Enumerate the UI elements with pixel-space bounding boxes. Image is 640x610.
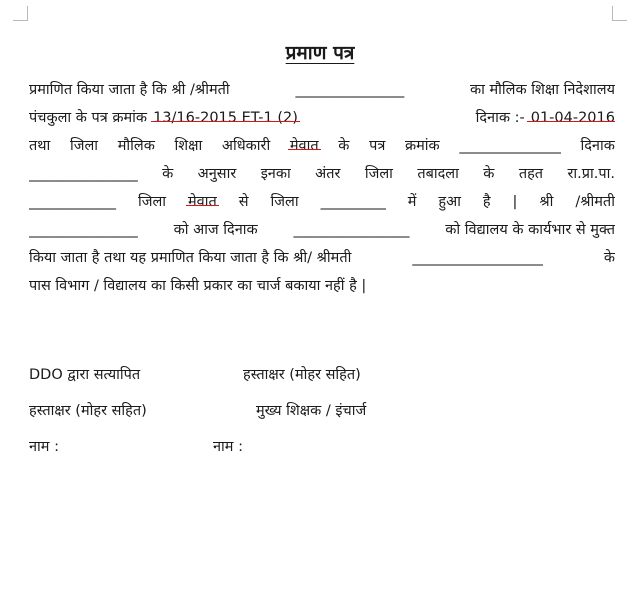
head-incharge-label: मुख्य शिक्षक / इंचार्ज (256, 403, 367, 419)
text-segment: के (338, 138, 350, 154)
text-segment: को विद्यालय के कार्यभार से मुक्त (445, 222, 615, 238)
certificate-paragraph (29, 78, 615, 302)
text-segment: श्री (539, 194, 554, 210)
text-segment: में (407, 194, 417, 210)
paragraph-line-1 (29, 78, 615, 106)
blank-field: __________________ (412, 250, 543, 266)
blank-field: _________ (320, 194, 386, 210)
text-segment: से (238, 194, 249, 210)
text-segment: पत्र (369, 138, 386, 154)
paragraph-line-5 (29, 190, 615, 218)
text-segment: पास विभाग / विद्यालय का किसी प्रकार का चार्ज बकाया नहीं है | (29, 278, 367, 294)
text-segment: इनका (260, 166, 291, 182)
text-segment: प्रमाणित किया जाता है कि श्री /श्रीमती (29, 82, 230, 98)
struck-district-name: मेवात (188, 190, 217, 218)
text-segment: तहत (518, 166, 544, 182)
blank-field: _______________ (29, 166, 138, 182)
text-segment: के (603, 250, 615, 266)
paragraph-line-8 (29, 274, 615, 302)
text-segment: मौलिक (117, 138, 155, 154)
text-segment: किया जाता है तथा यह प्रमाणित किया जाता है कि श्री/ श्रीमती (29, 250, 352, 266)
text-segment: हुआ (438, 194, 461, 210)
blank-field: _______________ (295, 82, 405, 98)
text-segment: तथा (29, 138, 51, 154)
text-segment: पंचकुला के पत्र क्रमांक (29, 110, 148, 126)
text-segment: क्रमांक (404, 138, 440, 154)
struck-letter-number: 13/16-2015 ET-1 (2) (153, 106, 298, 134)
name-label-left: नाम : (29, 439, 59, 455)
blank-field: ________________ (293, 222, 410, 238)
text-segment: अंतर (315, 166, 341, 182)
margin-corner-mark-right (612, 6, 627, 21)
paragraph-line-2 (29, 106, 615, 134)
paragraph-line-6 (29, 218, 615, 246)
text-segment: जिला (270, 194, 299, 210)
name-label-right: नाम : (213, 439, 243, 455)
paragraph-line-3 (29, 134, 615, 162)
date-label: दिनाक :- (475, 110, 525, 126)
margin-corner-mark-left (13, 6, 28, 21)
text-segment: के (162, 166, 174, 182)
text-segment: है (482, 194, 491, 210)
text-segment: अनुसार (197, 166, 237, 182)
text-segment: | (512, 194, 518, 210)
text-segment: अधिकारी (221, 138, 271, 154)
title-text: प्रमाण पत्र (285, 42, 355, 64)
text-segment: शिक्षा (174, 138, 203, 154)
text-segment: तबादला (417, 166, 459, 182)
text-segment: जिला (69, 138, 99, 154)
text-segment: को आज दिनाक (173, 222, 258, 238)
text-segment: /श्रीमती (575, 194, 615, 210)
text-segment: जिला (137, 194, 167, 210)
paragraph-line-7 (29, 246, 615, 274)
document-title (0, 40, 640, 66)
struck-district-name: मेवात (290, 134, 319, 162)
struck-date: 01-04-2016 (531, 106, 615, 134)
text-segment: जिला (364, 166, 393, 182)
blank-field: _______________ (29, 222, 138, 238)
text-segment: रा.प्रा.पा. (567, 166, 615, 182)
signature-seal-label-left: हस्ताक्षर (मोहर सहित) (29, 403, 147, 419)
text-segment: का मौलिक शिक्षा निदेशालय (469, 82, 615, 98)
text-segment: दिनाक (580, 138, 615, 154)
text-segment: के (483, 166, 495, 182)
ddo-verified-label: DDO द्वारा सत्यापित (29, 367, 141, 383)
signature-seal-label-right: हस्ताक्षर (मोहर सहित) (243, 367, 361, 383)
blank-field: ______________ (459, 138, 561, 154)
paragraph-line-4 (29, 162, 615, 190)
blank-field: ____________ (29, 194, 116, 210)
